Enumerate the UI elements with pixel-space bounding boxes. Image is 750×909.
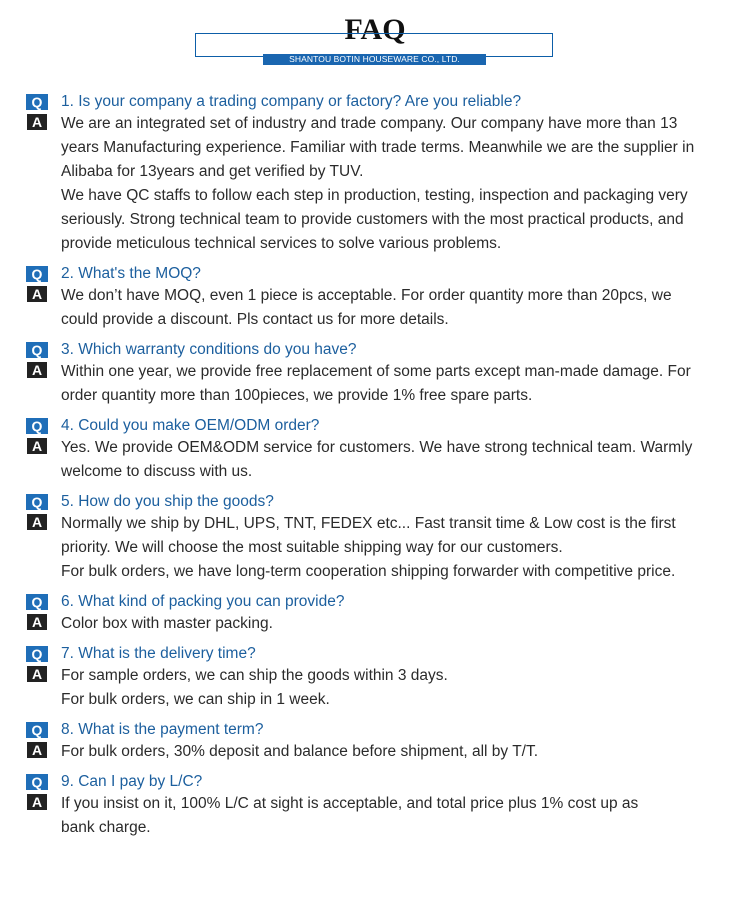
- faq-answer-line: Alibaba for 13years and get verified by TUV.: [61, 163, 364, 180]
- answer-badge: A: [27, 362, 47, 378]
- faq-answer-line: Yes. We provide OEM&ODM service for customers. We have strong technical team. Warmly: [61, 439, 693, 456]
- faq-item: [0, 642, 750, 718]
- faq-answer: [0, 738, 750, 764]
- faq-question: 8. What is the payment term?: [61, 721, 264, 738]
- faq-question: 1. Is your company a trading company or factory? Are you reliable?: [61, 93, 522, 110]
- faq-answer: [0, 510, 750, 584]
- faq-answer: [0, 662, 750, 712]
- faq-answer-line: Color box with master packing.: [61, 615, 273, 632]
- faq-answer: [0, 110, 750, 256]
- faq-answer-line: For sample orders, we can ship the goods within 3 days.: [61, 667, 448, 684]
- faq-item: [0, 490, 750, 590]
- page-title: FAQ: [344, 13, 406, 46]
- answer-badge: A: [27, 438, 47, 454]
- answer-badge: A: [27, 514, 47, 530]
- question-badge: Q: [26, 342, 48, 358]
- faq-list: [0, 90, 750, 846]
- answer-badge: A: [27, 286, 47, 302]
- faq-answer-line: seriously. Strong technical team to provide customers with the most practical products, and: [61, 211, 684, 228]
- faq-question: 7. What is the delivery time?: [61, 645, 256, 662]
- question-badge: Q: [26, 774, 48, 790]
- faq-item: [0, 414, 750, 490]
- faq-answer: [0, 610, 750, 636]
- faq-question-row: [0, 338, 750, 358]
- faq-answer: [0, 358, 750, 408]
- faq-answer-line: For bulk orders, 30% deposit and balance before shipment, all by T/T.: [61, 743, 539, 760]
- question-badge: Q: [26, 646, 48, 662]
- faq-answer: [0, 282, 750, 332]
- faq-item: [0, 590, 750, 642]
- faq-item: [0, 338, 750, 414]
- faq-answer: [0, 434, 750, 484]
- question-badge: Q: [26, 94, 48, 110]
- faq-item: [0, 718, 750, 770]
- faq-answer-line: order quantity more than 100pieces, we provide 1% free spare parts.: [61, 387, 533, 404]
- answer-badge: A: [27, 742, 47, 758]
- faq-question: 5. How do you ship the goods?: [61, 493, 274, 510]
- faq-question: 9. Can I pay by L/C?: [61, 773, 203, 790]
- faq-item: [0, 770, 750, 846]
- faq-answer-line: For bulk orders, we can ship in 1 week.: [61, 691, 330, 708]
- faq-answer-line: bank charge.: [61, 819, 151, 836]
- faq-answer-line: provide meticulous technical services to solve various problems.: [61, 235, 502, 252]
- faq-question: 2. What's the MOQ?: [61, 265, 201, 282]
- faq-question-row: [0, 770, 750, 790]
- faq-answer-line: priority. We will choose the most suitable shipping way for our customers.: [61, 539, 563, 556]
- faq-answer: [0, 790, 750, 840]
- faq-question-row: [0, 718, 750, 738]
- page-header: [0, 0, 750, 70]
- answer-badge: A: [27, 114, 47, 130]
- faq-answer-line: Normally we ship by DHL, UPS, TNT, FEDEX etc... Fast transit time & Low cost is the first: [61, 515, 676, 532]
- faq-answer-line: could provide a discount. Pls contact us for more details.: [61, 311, 449, 328]
- faq-answer-line: For bulk orders, we have long-term cooperation shipping forwarder with competitive price.: [61, 563, 676, 580]
- faq-question-row: [0, 414, 750, 434]
- faq-answer-line: We don’t have MOQ, even 1 piece is acceptable. For order quantity more than 20pcs, we: [61, 287, 672, 304]
- faq-question-row: [0, 490, 750, 510]
- question-badge: Q: [26, 494, 48, 510]
- faq-question: 4. Could you make OEM/ODM order?: [61, 417, 320, 434]
- faq-question-row: [0, 590, 750, 610]
- faq-question: 6. What kind of packing you can provide?: [61, 593, 345, 610]
- question-badge: Q: [26, 722, 48, 738]
- faq-answer-line: welcome to discuss with us.: [61, 463, 253, 480]
- company-name-banner: SHANTOU BOTIN HOUSEWARE CO., LTD.: [263, 54, 486, 65]
- faq-answer-line: Within one year, we provide free replacement of some parts except man-made damage. For: [61, 363, 691, 380]
- question-badge: Q: [26, 266, 48, 282]
- question-badge: Q: [26, 418, 48, 434]
- question-badge: Q: [26, 594, 48, 610]
- answer-badge: A: [27, 614, 47, 630]
- faq-answer-line: We are an integrated set of industry and trade company. Our company have more than 13: [61, 115, 678, 132]
- faq-answer-line: years Manufacturing experience. Familiar with trade terms. Meanwhile we are the supplier in: [61, 139, 695, 156]
- faq-answer-line: We have QC staffs to follow each step in production, testing, inspection and packaging very: [61, 187, 688, 204]
- faq-answer-line: If you insist on it, 100% L/C at sight is acceptable, and total price plus 1% cost up as: [61, 795, 639, 812]
- answer-badge: A: [27, 666, 47, 682]
- faq-question-row: [0, 262, 750, 282]
- faq-question-row: [0, 642, 750, 662]
- faq-question-row: [0, 90, 750, 110]
- answer-badge: A: [27, 794, 47, 810]
- faq-question: 3. Which warranty conditions do you have?: [61, 341, 357, 358]
- faq-item: [0, 90, 750, 262]
- faq-item: [0, 262, 750, 338]
